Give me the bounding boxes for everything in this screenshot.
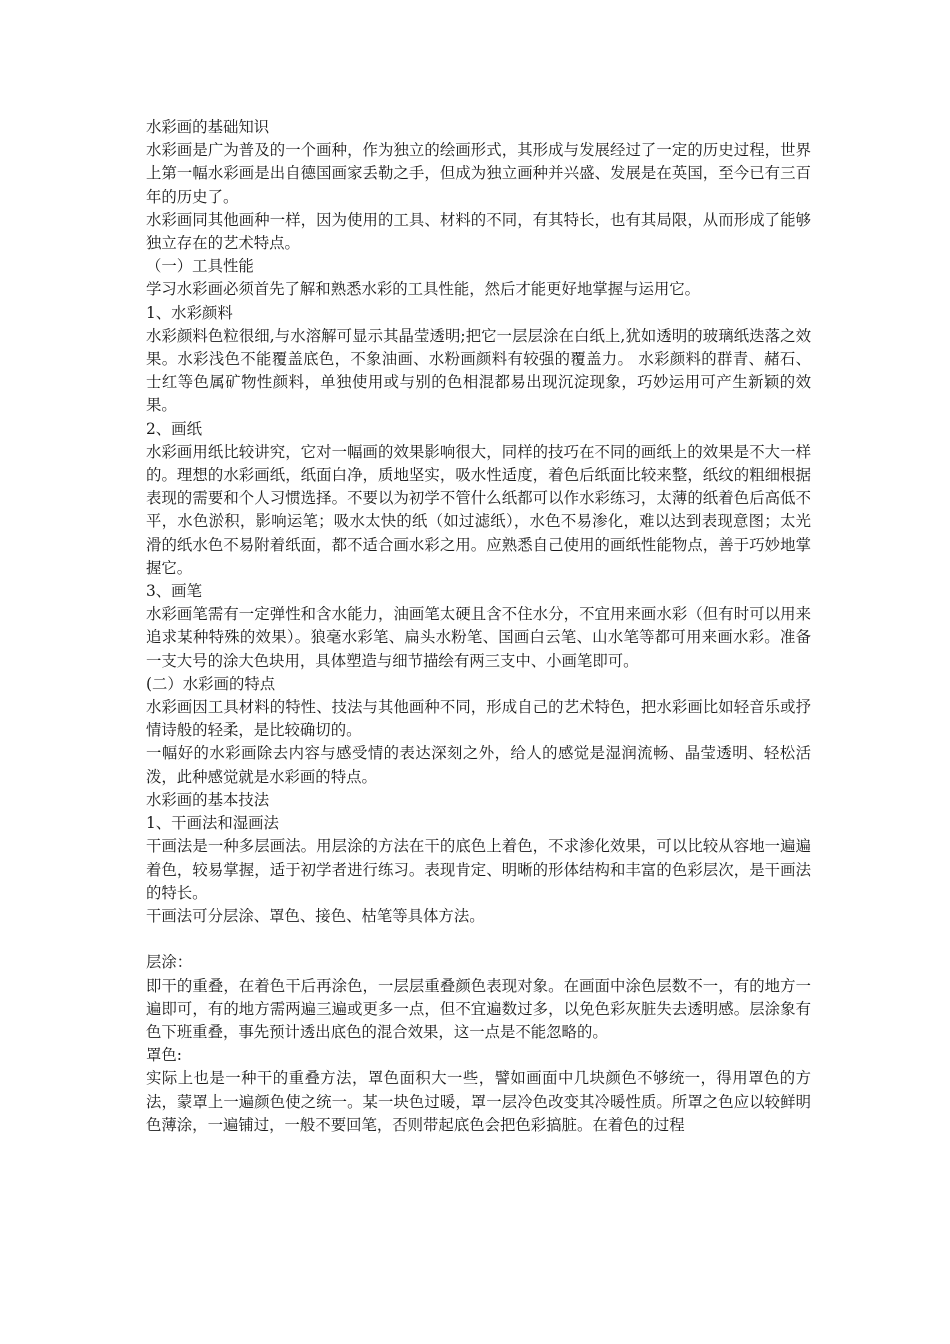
paragraph-brush: 水彩画笔需有一定弹性和含水能力，油画笔太硬且含不住水分，不宜用来画水彩（但有时可以用来追求某种特殊的效果）。狼毫水彩笔、扁头水粉笔、国画白云笔、山水笔等都可用来画水彩。准备一支大号的涂大色块用，具体塑造与细节描绘有两三支中、小画笔即可。 xyxy=(146,605,811,670)
document-page xyxy=(146,116,811,1137)
subheading-paper: 2、画纸 xyxy=(146,419,202,438)
paragraph-intro-2: 水彩画同其他画种一样，因为使用的工具、材料的不同，有其特长，也有其局限，从而形成了能够独立存在的艺术特点。 xyxy=(146,210,811,253)
paragraph-layering: 即干的重叠，在着色干后再涂色，一层层重叠颜色表现对象。在画面中涂色层数不一，有的地方一遍即可，有的地方需两遍三遍或更多一点，但不宜遍数过多，以免色彩灰脏失去透明感。层涂象有色下班重叠，事先预计透出底色的混合效果，这一点是不能忽略的。 xyxy=(146,976,811,1041)
paragraph-paint: 水彩颜料色粒很细,与水溶解可显示其晶莹透明;把它一层层涂在白纸上,犹如透明的玻璃纸迭落之效果。水彩浅色不能覆盖底色，不象油画、水粉画颜料有较强的覆盖力。 水彩颜料的群青、赭石、士红等色属矿物性颜料，单独使用或与别的色相混都易出现沉淀现象，巧妙运用可产生新颖的效果。 xyxy=(146,326,811,415)
subheading-brush: 3、画笔 xyxy=(146,582,202,601)
paragraph-characteristics-2: 一幅好的水彩画除去内容与感受情的表达深刻之外，给人的感觉是湿润流畅、晶莹透明、轻松活泼，此种感觉就是水彩画的特点。 xyxy=(146,744,811,786)
section-heading-characteristics: (二）水彩画的特点 xyxy=(146,674,276,693)
paragraph-dry-subtypes: 干画法可分层涂、罩色、接色、枯笔等具体方法。 xyxy=(146,906,485,925)
paragraph-intro-1: 水彩画是广为普及的一个画种，作为独立的绘画形式，其形成与发展经过了一定的历史过程，世界上第一幅水彩画是出自德国画家丢勒之手，但成为独立画种并兴盛、发展是在英国，至今已有三百年的历史了。 xyxy=(146,141,811,206)
section-heading-tool-properties: （一）工具性能 xyxy=(146,257,254,276)
blank-line xyxy=(146,928,811,951)
paragraph-tool-intro: 学习水彩画必须首先了解和熟悉水彩的工具性能，然后才能更好地掌握与运用它。 xyxy=(146,280,701,299)
document-title: 水彩画的基础知识 xyxy=(146,118,270,136)
section-heading-basic-techniques: 水彩画的基本技法 xyxy=(146,790,270,809)
paragraph-dry-method: 干画法是一种多层画法。用层涂的方法在干的底色上着色，不求渗化效果，可以比较从容地一遍遍着色，较易掌握，适于初学者进行练习。表现肯定、明晰的形体结构和丰富的色彩层次，是干画法的特长。 xyxy=(146,837,811,902)
paragraph-glazing: 实际上也是一种干的重叠方法，罩色面积大一些，譬如画面中几块颜色不够统一，得用罩色的方法，蒙罩上一遍颜色使之统一。某一块色过暖，罩一层冷色改变其冷暖性质。所罩之色应以较鲜明色薄涂，一遍铺过，一般不要回笔，否则带起底色会把色彩搞脏。在着色的过程 xyxy=(146,1069,811,1134)
paragraph-characteristics-1: 水彩画因工具材料的特性、技法与其他画种不同，形成自己的艺术特色，把水彩画比如轻音乐或抒情诗般的轻柔，是比较确切的。 xyxy=(146,698,811,740)
subheading-dry-wet: 1、干画法和湿画法 xyxy=(146,814,279,833)
subheading-paint: 1、水彩颜料 xyxy=(146,303,233,322)
paragraph-paper: 水彩画用纸比较讲究，它对一幅画的效果影响很大，同样的技巧在不同的画纸上的效果是不大一样的。理想的水彩画纸，纸面白净，质地坚实，吸水性适度，着色后纸面比较来整，纸纹的粗细根据表现的需要和个人习惯选择。不要以为初学不管什么纸都可以作水彩练习，太薄的纸着色后高低不平，水色淤积，影响运笔；吸水太快的纸（如过滤纸），水色不易渗化，难以达到表现意图；太光滑的纸水色不易附着纸面，都不适合画水彩之用。应熟悉自己使用的画纸性能物点，善于巧妙地掌握它。 xyxy=(146,442,811,577)
subheading-layering: 层涂： xyxy=(146,953,193,972)
subheading-glazing: 罩色: xyxy=(146,1046,182,1065)
